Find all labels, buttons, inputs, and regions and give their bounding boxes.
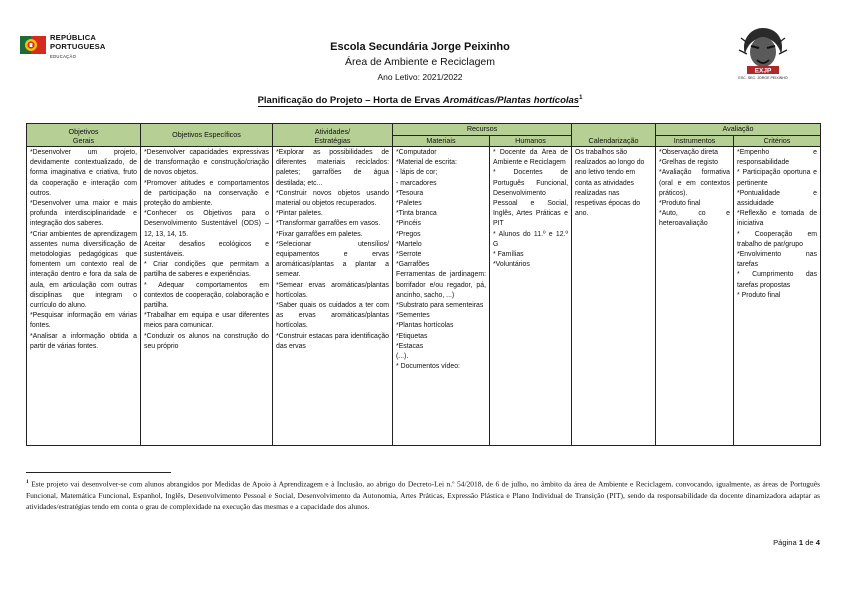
school-year: Ano Letivo: 2021/2022 [377, 72, 463, 82]
area-name: Área de Ambiente e Reciclagem [345, 56, 495, 68]
project-title [120, 95, 720, 106]
material-item: *Etiquetas [396, 332, 428, 340]
material-item: *Garrafões [396, 261, 430, 269]
material-item: *Tesoura [396, 189, 424, 197]
material-item: (...). [396, 353, 409, 361]
portugal-flag-icon [20, 30, 48, 60]
page-label: Página [773, 538, 799, 547]
material-item: *Serrote [396, 251, 422, 259]
table-header-row-1 [27, 124, 821, 136]
footnote-mark: 1 [26, 479, 29, 485]
header-materiais: Materiais [393, 135, 490, 147]
header-gerais-label: Gerais [72, 135, 95, 145]
objetivo-especifico-item: * Criar condições que permitam a partilha de saberes e experiências. [144, 261, 269, 279]
header-criterios: Critérios [734, 135, 821, 147]
header-atividades [273, 124, 393, 147]
criterio-item: * Cooperação em trabalho de par/grupo [737, 230, 818, 248]
header-objetivos-label: Objetivos [68, 127, 99, 136]
material-item: - marcadores [396, 179, 437, 187]
recurso-humano-item: * Famílias [493, 251, 524, 259]
material-item: *Computador [396, 149, 437, 156]
emblem-caption: ESC. SEC. JORGE PEIXINHO [738, 76, 788, 80]
footnote-text: Este projeto vai desenvolver-se com alunos abrangidos por Medidas de Apoio à Aprendizagem e à Inclusão, ao abrigo do Decreto-Lei n.º 54/2018, de 6 de julho, no âmbito da área de Ambiente e Reciclagem, convocando, igualmente, as áreas de Português Funcional, Matemática Funcional, Espanhol, Inglês, Desenvolvimento Pessoal e Social, Desenvolvimento da Autonomia, Artes Práticas, Expressão Plástica e Plano Individual de Transição (PIT), sendo da responsabilidade da docente dinamizadora adaptar as atividades/estratégias tendo em conta o grau de complexidade na execução das mesmas e a capacidade dos alunos. [26, 479, 820, 511]
header-calendarizacao: Calendarização [572, 124, 656, 147]
header-recursos: Recursos [393, 124, 572, 136]
material-item: *Tinta branca [396, 210, 437, 218]
criterio-item: * Cumprimento das tarefas propostas [737, 271, 818, 289]
material-item: *Sementes [396, 312, 430, 320]
atividade-item: *Selecionar utensílios/ equipamentos e ervas aromáticas/plantas a plantar a semear. [276, 240, 389, 279]
criterio-item: *Empenho e responsabilidade [737, 149, 818, 167]
atividade-item: *Pintar paletes. [276, 210, 323, 218]
atividade-item: *Saber quais os cuidados a ter com as ervas aromáticas/plantas hortícolas. [276, 302, 389, 330]
material-item: *Estacas [396, 342, 424, 350]
cell-objetivos-gerais [27, 147, 141, 446]
header-instrumentos: Instrumentos [656, 135, 734, 147]
header-objetivos-especificos: Objetivos Específicos [141, 124, 273, 147]
material-item: *Pincéis [396, 220, 421, 228]
cell-materiais [393, 147, 490, 446]
criterio-item: * Participação oportuna e pertinente [737, 169, 818, 187]
objetivo-especifico-item: *Promover atitudes e comportamentos de participação na conservação e proteção do ambiente. [144, 179, 269, 208]
table-row [27, 147, 821, 446]
objetivo-especifico-item: * Adequar comportamentos em contextos de cooperação, colaboração e partilha. [144, 281, 269, 310]
instrumento-item: *Produto final [659, 200, 701, 208]
objetivo-geral-item: *Analisar a informação obtida a partir de várias fontes. [30, 332, 137, 350]
material-item: - lápis de cor; [396, 169, 438, 177]
instrumento-item: *Avaliação formativa (oral e em contextos práticos). [659, 169, 731, 197]
cell-humanos [490, 147, 572, 446]
emblem-letters: EXJP [754, 67, 772, 75]
instrumento-item: *Observação direta [659, 149, 718, 156]
logo-line-3: EDUCAÇÃO [50, 54, 77, 60]
cell-atividades [273, 147, 393, 446]
objetivo-geral-item: *Desenvolver uma maior e mais profunda interdisciplinaridade e integração dos saberes. [30, 200, 137, 228]
logo-wordmark [50, 34, 106, 62]
portrait-emblem-icon [737, 24, 789, 80]
atividade-item: *Fixar garrafões em paletes. [276, 230, 363, 238]
material-item: *Pregos [396, 230, 421, 238]
project-title-plain: Planificação do Projeto – Horta de Ervas [257, 95, 443, 107]
cell-objetivos-especificos [141, 147, 273, 446]
objetivo-geral-item: *Criar ambientes de aprendizagem assentes numa diversificação de metodologias pedagógicas que fomentem um contexto real de interação dentro e fora da sala de aula, em articulação com outras disciplinas que integram o currículo do aluno. [30, 230, 137, 310]
page-current: 1 [798, 538, 804, 547]
calendarizacao-text: Os trabalhos são realizados ao longo do ano letivo tendo em conta as atividades realizadas nas respetivas épocas do ano. [575, 149, 645, 218]
logo-line-2: PORTUGUESA [50, 41, 106, 51]
objetivo-geral-item: *Pesquisar informação em várias fontes. [30, 312, 137, 330]
cell-criterios [734, 147, 821, 446]
recurso-humano-item: * Alunos do 11.º e 12.º G [493, 230, 569, 248]
cell-calendarizacao [572, 147, 656, 446]
footnote-reference[interactable]: 1 [579, 95, 583, 101]
footnote-divider [26, 472, 171, 473]
page-total: 4 [815, 538, 820, 547]
header-humanos: Humanos [490, 135, 572, 147]
recurso-humano-item: *Voluntários [493, 261, 530, 269]
project-title-italic: Aromáticas/Plantas hortícolas [442, 95, 580, 107]
material-item: *Substrato para sementeiras [396, 302, 484, 310]
header-atividades-label: Atividades/ [314, 127, 351, 136]
logo-line-1: REPÚBLICA [50, 33, 97, 42]
instrumento-item: *Grelhas de registo [659, 159, 718, 167]
objetivo-especifico-item: *Trabalhar em equipa e usar diferentes meios para comunicar. [144, 312, 269, 330]
objetivo-especifico-item: *Desenvolver capacidades expressivas de transformação e construção/criação de novos objetos. [144, 149, 269, 177]
material-item: *Material de escrita: [396, 159, 457, 167]
republica-portuguesa-logo [20, 30, 120, 66]
criterio-item: *Pontualidade e assiduidade [737, 189, 818, 208]
material-item: *Plantas hortícolas [396, 322, 454, 330]
header-avaliacao: Avaliação [656, 124, 821, 136]
header-objetivos-gerais [27, 124, 141, 147]
recurso-humano-item: * Docentes de Português Funcional, Desenvolvimento Pessoal e Social, Inglês, Artes Práticas e PIT [493, 169, 569, 228]
atividade-item: *Construir estacas para identificação das ervas [276, 332, 389, 350]
atividade-item: *Explorar as possibilidades de diferentes materiais reciclados: paletes; garrafões de água destilada; etc... [276, 149, 389, 187]
atividade-item: *Semear ervas aromáticas/plantas hortícolas. [276, 281, 389, 299]
material-item: *Paletes [396, 200, 422, 208]
page-number [730, 538, 820, 547]
header-estrategias-label: Estratégias [314, 135, 351, 145]
objetivo-especifico-item: *Conduzir os alunos na construção do seu próprio [144, 332, 269, 350]
recurso-humano-item: * Docente da Área de Ambiente e Reciclagem [493, 149, 569, 167]
atividade-item: *Construir novos objetos usando material ou objetos recuperados. [276, 189, 389, 208]
cell-instrumentos [656, 147, 734, 446]
objetivo-geral-item: *Desenvolver um projeto, devidamente contextualizado, de forma imaginativa e criativa, fruto da cooperação e interação com outros. [30, 149, 137, 197]
page-of: de [803, 538, 816, 547]
school-emblem-logo [737, 24, 789, 80]
material-item: Ferramentas de jardinagem: borrifador e/ou regador, pá, ancinho, sacho, ...) [396, 271, 486, 299]
footnote [26, 477, 820, 512]
criterio-item: *Envolvimento nas tarefas [737, 251, 818, 269]
material-item: *Martelo [396, 240, 422, 248]
planning-table [26, 123, 821, 446]
school-name: Escola Secundária Jorge Peixinho [330, 41, 510, 53]
objetivo-especifico-item: *Conhecer os Objetivos para o Desenvolvimento Sustentável (ODS) – 12, 13, 14, 15. [144, 210, 269, 238]
project-title-text [257, 95, 583, 107]
instrumento-item: *Auto, co e heteroavaliação [659, 210, 731, 228]
material-item: * Documentos vídeo: [396, 363, 460, 371]
atividade-item: *Transformar garrafões em vasos. [276, 220, 381, 228]
objetivo-especifico-item: Aceitar desafios ecológicos e sustentáveis. [144, 240, 269, 259]
criterio-item: *Reflexão e tomada de iniciativa [737, 210, 818, 228]
criterio-item: * Produto final [737, 291, 781, 299]
